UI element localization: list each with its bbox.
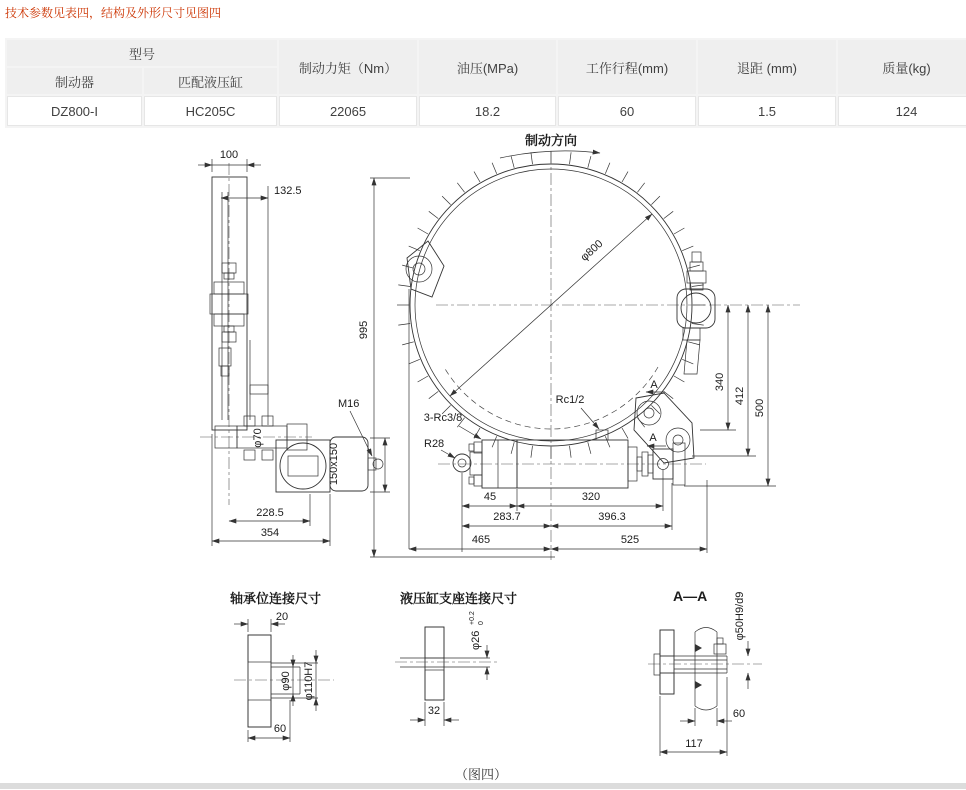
dim-340: 340	[714, 372, 726, 392]
subheader-brake: 制动器	[7, 68, 142, 94]
detail-aa-title: A—A	[673, 588, 708, 604]
spec-table	[5, 38, 961, 128]
dim-phi110h7: φ110H7	[303, 661, 315, 701]
section-marker-a2: A	[649, 432, 657, 444]
dim-phi50h9d9: φ50H9/d9	[734, 591, 746, 641]
dim-228-5: 228.5	[256, 507, 284, 519]
table-row	[7, 96, 966, 126]
header-model: 型号	[7, 40, 277, 66]
dim-phi26-tol-upper: +0.2	[469, 611, 476, 625]
dim-32: 32	[427, 705, 441, 717]
cell-pressure: 18.2	[419, 96, 556, 126]
detail-bearing-title: 轴承位连接尺寸	[230, 591, 322, 606]
dim-phi70: φ70	[252, 428, 264, 448]
cell-stroke: 60	[558, 96, 696, 126]
header-torque: 制动力矩（Nm）	[279, 40, 417, 94]
dim-320: 320	[581, 491, 601, 503]
dim-45: 45	[483, 491, 497, 503]
dim-995: 995	[358, 320, 370, 340]
subheader-cylinder: 匹配液压缸	[144, 68, 277, 94]
detail-section-aa	[648, 588, 762, 756]
dim-rc38: 3-Rc3/8	[423, 412, 463, 424]
dim-phi26: φ26	[470, 630, 482, 650]
cell-retract: 1.5	[698, 96, 836, 126]
dim-phi26-tol-lower: 0	[478, 621, 485, 625]
detail-support-title: 液压缸支座连接尺寸	[400, 591, 518, 606]
header-mass: 质量(kg)	[838, 40, 966, 94]
dim-465: 465	[471, 534, 491, 546]
dim-100: 100	[219, 149, 239, 161]
cell-torque: 22065	[279, 96, 417, 126]
dim-20: 20	[275, 611, 289, 623]
header-pressure: 油压(MPa)	[419, 40, 556, 94]
dim-354: 354	[260, 527, 280, 539]
dim-412: 412	[734, 386, 746, 406]
dim-rc12: Rc1/2	[555, 394, 585, 406]
hydraulic-cylinder	[409, 394, 707, 553]
brake-direction-label: 制动方向	[524, 133, 578, 148]
dim-396-3: 396.3	[598, 511, 626, 523]
dim-r28: R28	[424, 438, 445, 450]
tech-note: 技术参数见表四，结构及外形尺寸见图四	[5, 6, 222, 20]
header-retract: 退距 (mm)	[698, 40, 836, 94]
cell-cylinder-model: HC205C	[144, 96, 277, 126]
dim-60-bearing: 60	[273, 723, 287, 735]
detail-bearing-seat	[230, 591, 334, 742]
figure-caption: （图四）	[454, 767, 508, 782]
dim-283-7: 283.7	[493, 511, 521, 523]
bottom-divider	[0, 783, 966, 789]
figure-four-drawing	[0, 130, 966, 785]
header-stroke: 工作行程(mm)	[558, 40, 696, 94]
dim-150x150: 150x150	[328, 442, 340, 486]
dim-525: 525	[620, 534, 640, 546]
dim-117: 117	[685, 738, 703, 750]
section-marker-a1: A	[650, 379, 658, 391]
dim-132-5: 132.5	[274, 185, 302, 197]
drum-front-view	[358, 133, 800, 560]
dim-phi800: φ800	[578, 237, 606, 264]
dim-60-aa: 60	[732, 708, 746, 720]
dim-m16: M16	[338, 398, 360, 410]
detail-cylinder-support	[395, 591, 517, 726]
dim-phi90: φ90	[280, 671, 292, 691]
cell-brake-model: DZ800-I	[7, 96, 142, 126]
left-side-view	[198, 149, 390, 546]
dim-500: 500	[754, 398, 766, 418]
cell-mass: 124	[838, 96, 966, 126]
